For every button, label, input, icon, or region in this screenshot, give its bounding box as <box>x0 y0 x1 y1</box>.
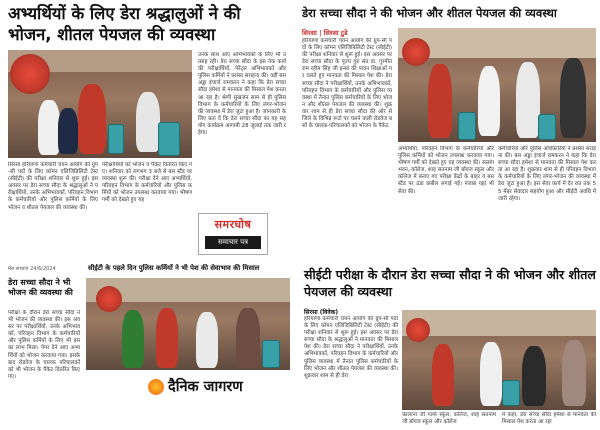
clip4-headline: सीईटी परीक्षा के दौरान डेरा सच्चा सौदा ने की भोजन और शीतल पेयजल की व्यवस्था <box>304 267 596 299</box>
clip3-topline: सीईटी के पहले दिन पुलिस कर्मियों ने भी पेश की सेवाभाव की मिसाल <box>88 264 260 272</box>
jagran-sun-icon <box>148 379 164 395</box>
clip1-headline: अभ्यर्थियों के लिए डेरा श्रद्धालुओं ने की भोजन, शीतल पेयजल की व्यवस्था <box>8 4 241 44</box>
clip2-photo <box>398 28 596 142</box>
dainik-jagran-logo <box>148 376 278 406</box>
news-clip-4 <box>298 264 600 430</box>
news-clip-3 <box>0 264 292 430</box>
samachar-logo-name: समरघोष <box>214 218 252 231</box>
clip4-caption-a: कालाना जी गर्ल्स स्कूल, कॉलेज, शाह सतनाम जी बॉयज स्कूल और कॉलेज <box>402 412 496 426</box>
news-clip-1 <box>0 0 292 262</box>
news-clip-2 <box>298 0 600 262</box>
samachar-logo <box>198 213 268 255</box>
clip2-column-b: अभ्यर्थियों, परिवहन विभाग के कर्मचारियों और पुलिस कर्मियों को भोजन उपलब्ध करवाया गया। भीषण गर्मी को देखते हुए यह व्यवस्था की। सत्संग भवन, कॉलेज, शाह सतनाम जी बॉयज स्कूल और कॉलेज में बनाए गए परीक्षा केंद्रों के बाहर व बस स्टैंड पर ठंडा छबील लगाई गई। पंजाब यहां भी सेवा की। <box>398 146 494 195</box>
clip3-column-a: परीक्षा के दौरान डेरा सच्चा सौदा ने भी भोजन की व्यवस्था की। इस अवसर पर परीक्षार्थियों, उनके अभिभावकों, परिवहन विभाग के कर्मचारियों और पुलिस कर्मियों के लिए भी इसका लाभ मिला। पेपर देने आए अभ्यर्थियों को भोजन करवाया गया। इसके बाद रोडवेज के चालक परिचालकों को भी भोजन के पैकेट वितरित किए गए। <box>8 310 80 380</box>
clip4-column-a: हरियाणा कर्मचारी चयन आयोग की ग्रुप-सी पदों के लिए कॉमन एलिजिबिलिटी टेस्ट (सीईटी) की परीक्षा शनिवार से शुरू हुई। इस अवसर पर डेरा सच्चा सौदा के श्रद्धालुओं ने मानवता की मिसाल पेश की। डेरा सच्चा सौदा ने परीक्षार्थियों, उनके अभिभावकों, परिवहन विभाग के कर्मचारियों और पुलिस व्यवस्था में तैनात पुलिस कर्मचारियों के लिए भोजन और शीतल पेयजल की व्यवस्था की। शुक्रवार शाम से ही डेरा <box>304 316 398 379</box>
clip4-caption-b: मे कहा, डेरा सच्चा सौदा हमेशा से मानवता की मिसाल पेश करता आ रहा <box>502 412 596 426</box>
samachar-logo-tagline: समाचार पत्र <box>205 236 261 249</box>
clip2-headline: डेरा सच्चा सौदा ने की भोजन और शीतल पेयजल की व्यवस्था <box>302 6 557 20</box>
clip1-column-b: सिरसा हरियाणा कर्मचारी चयन आयोग की ग्रुप-सी पदों के लिए कॉमन एलिजिबिलिटी टेस्ट (सीईटी) की परीक्षा शनिवार से शुरू हुई। इस अवसर पर डेरा सच्चा सौदा के श्रद्धालुओं ने परीक्षार्थियों, उनके अभिभावकों, परिवहन विभाग के कर्मचारियों और पुलिस कर्मियों के लिए भोजन व शीतल पेयजल की व्यवस्था की। <box>8 162 98 211</box>
clip3-headline: डेरा सच्चा सौदा ने भी भोजन की व्यवस्था की <box>8 278 73 297</box>
clip1-column-c: परीक्षार्थियों को भोजन व पैकेट वितरित किए गए। शनिवार को लगभग 3 बजे से बस स्टैंड पर व्यवस्था शुरू की। परीक्षा देने आए अभ्यर्थियों, परिवहन विभाग के कर्मचारियों और पुलिस कर्मियों को भोजन उपलब्ध करवाया गया। भीषण गर्मी को देखते हुए यह <box>102 162 192 204</box>
clip4-dateline: सिरसा (विवेक) <box>304 309 339 316</box>
clip4-photo <box>402 310 596 410</box>
clip2-dateline: सिरसा | सिरसा टुडे <box>302 29 348 37</box>
clip2-column-a: हरियाणा कर्मचारी चयन आयोग की ग्रुप-सी पदों के लिए कॉमन एलिजिबिलिटी टेस्ट (सीईटी) की परीक्षा शनिवार से शुरू हुई। इस अवसर पर डेरा सच्चा सौदा के पूज्य गुरु संत डा. गुरमीत राम रहीम सिंह जी इन्सां की पावन शिक्षाओं पर चलते हुए मानवता की मिसाल पेश की। डेरा सच्चा सौदा ने परीक्षार्थियों, उनके अभिभावकों, परिवहन विभाग के कर्मचारियों और पुलिस व्यवस्था में तैनात पुलिस कर्मचारियों के लिए भोजन और शीतल पेयजल की व्यवस्था की। शुक्रवार शाम से ही डेरा सच्चा सौदा की ओर से जिले के विभिन्न रूटों पर चलने वाली रोडवेज बसों के चालक-परिचालकों को भोजन के पैकेट <box>302 38 392 130</box>
clip2-column-c: कर्मचारियों और पुलिस अधिकारियों ने प्रशंसा सराहना की। बस अड्डा इंचार्ज रामकरन ने कहा कि डेरा सच्चा सौदा हमेशा से मानवता की मिसाल पेश करता आ रहा है। शुक्रवार शाम से ही परिवहन विभाग के कर्मचारियों के लिए लंगर-भोजन की व्यवस्था में डेरा जुटा हुआ है। इस सेवा कार्य में देर रात तक 55 मेंबर सेवादार सहयोग हुआ और सीईटी अवधि में जारी रहेगा। <box>498 146 596 202</box>
clip1-column-a: उनके साथ आए अभिभावकों के लिए भी उत्साह रही। डेरा सच्चा सौदा के इस नेक कार्य की परीक्षार्थियों, पेरेंट्स अभिभावकों और पुलिस कर्मियों ने प्रशंसा सराहना की। वहीं बस अड्डा इंचार्ज रामकरन ने कहा कि डेरा सच्चा सौदा हमेशा से मानवता की मिसाल पेश करता आ रहा है। श्रेणी सुखजन साम से ही पुलिस विभाग के कर्मचारियों के लिए लंगर-भोजन की व्यवस्था में डेरा जुटा हुआ है। जानकारी के लिए बता दें कि डेरा सच्चा सौदा का यह सहयोग कार्यक्रम आगामी 28 जुलाई तक जारी रहेगा। <box>198 52 286 137</box>
clip1-photo <box>8 50 192 158</box>
jagran-logo-text: दैनिक जागरण <box>168 378 243 395</box>
clip3-photo <box>86 278 290 370</box>
clip3-masthead: मैरा सच्चाप 24/6/2024 <box>8 266 56 272</box>
